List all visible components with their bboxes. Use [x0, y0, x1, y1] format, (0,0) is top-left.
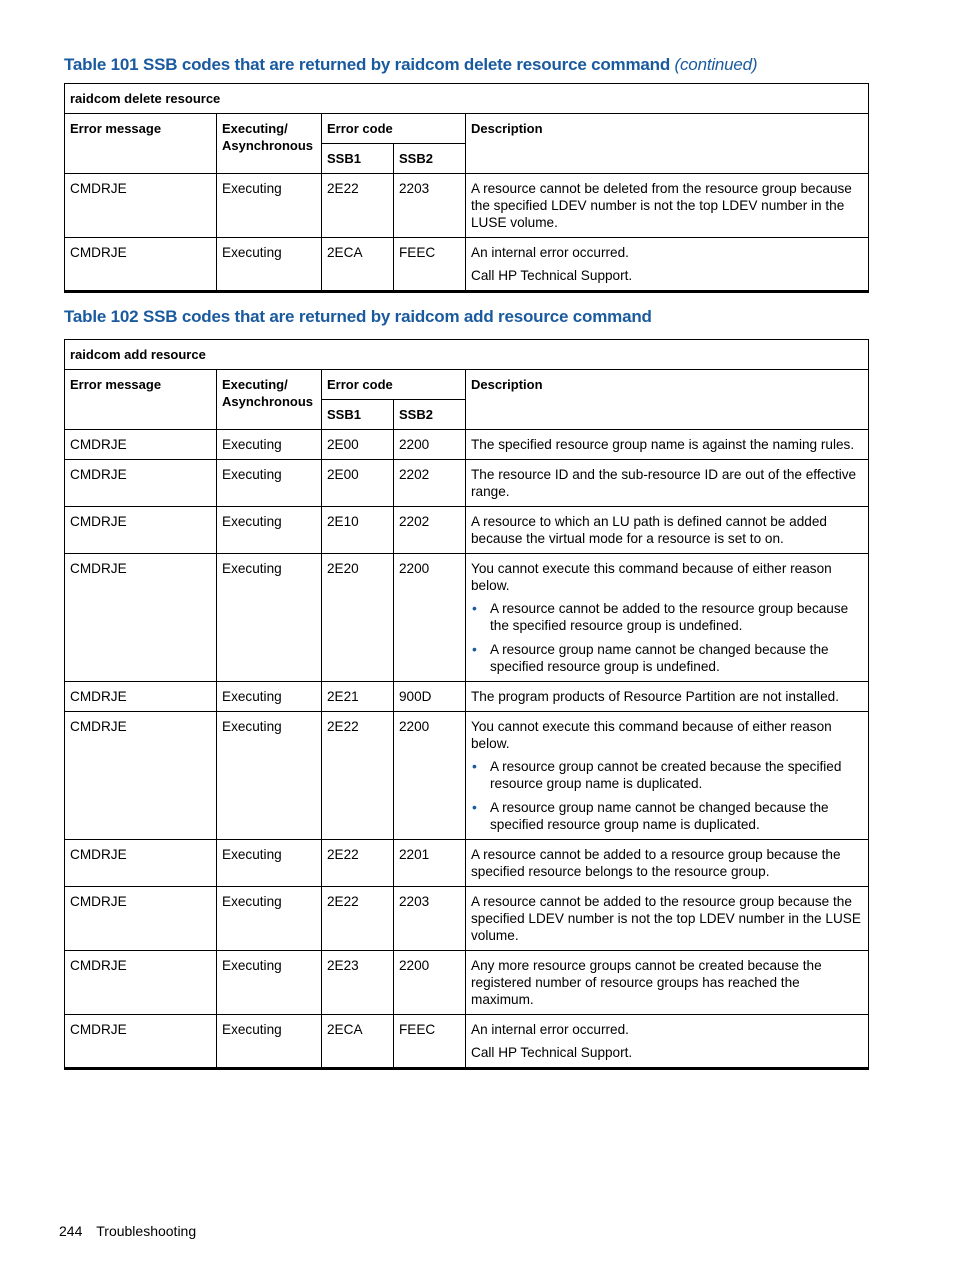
ssb1-cell: 2E00	[322, 430, 394, 460]
description-text: The specified resource group name is against the naming rules.	[471, 437, 855, 452]
description-cell	[466, 507, 869, 554]
table-row	[65, 840, 869, 887]
bullet-text: A resource group cannot be created because the specified resource group name is duplicated.	[490, 759, 842, 791]
ssb2-cell: 2200	[394, 554, 466, 682]
table-row	[65, 174, 869, 238]
ssb1-cell: 2E22	[322, 712, 394, 840]
col-header-error-code: Error code	[322, 370, 466, 400]
col-header-executing: Executing/ Asynchronous	[217, 370, 322, 430]
ssb1-cell: 2E22	[322, 174, 394, 238]
col-header-error-message: Error message	[65, 114, 217, 174]
error-message-cell: CMDRJE	[65, 554, 217, 682]
command-header: raidcom delete resource	[65, 84, 869, 114]
bullet-item	[472, 641, 863, 675]
executing-cell: Executing	[217, 887, 322, 951]
ssb1-cell: 2E22	[322, 840, 394, 887]
ssb2-cell: FEEC	[394, 1015, 466, 1069]
executing-cell: Executing	[217, 951, 322, 1015]
description-cell	[466, 951, 869, 1015]
ssb1-cell: 2ECA	[322, 1015, 394, 1069]
error-message-cell: CMDRJE	[65, 430, 217, 460]
bullet-icon: •	[472, 799, 477, 815]
description-text: An internal error occurred.	[471, 1022, 629, 1037]
section-name: Troubleshooting	[96, 1223, 197, 1239]
description-text: The resource ID and the sub-resource ID are out of the effective range.	[471, 467, 857, 499]
page-number: 244	[59, 1223, 83, 1239]
executing-cell: Executing	[217, 554, 322, 682]
ssb2-cell: 900D	[394, 682, 466, 712]
table-102	[64, 339, 869, 1070]
table-row	[65, 460, 869, 507]
table-row	[65, 238, 869, 292]
description-cell	[466, 1015, 869, 1069]
bullet-item	[472, 799, 863, 833]
executing-cell: Executing	[217, 712, 322, 840]
table-101-caption	[64, 55, 757, 75]
description-cell	[466, 682, 869, 712]
description-cell	[466, 174, 869, 238]
bullet-item	[472, 600, 863, 634]
ssb1-cell: 2E22	[322, 887, 394, 951]
executing-cell: Executing	[217, 682, 322, 712]
table-row	[65, 507, 869, 554]
ssb2-cell: 2201	[394, 840, 466, 887]
description-text: A resource cannot be added to the resource group because the specified LDEV number is not the top LDEV number in the LUSE volume.	[471, 894, 861, 943]
executing-cell: Executing	[217, 430, 322, 460]
description-text: A resource to which an LU path is defined cannot be added because the virtual mode for a resource is set to on.	[471, 514, 827, 546]
bullet-text: A resource group name cannot be changed because the specified resource group is undefined.	[490, 642, 829, 674]
executing-cell: Executing	[217, 507, 322, 554]
executing-cell: Executing	[217, 238, 322, 292]
bullet-list	[471, 758, 863, 833]
ssb1-cell: 2ECA	[322, 238, 394, 292]
error-message-cell: CMDRJE	[65, 174, 217, 238]
col-header-description: Description	[466, 370, 869, 430]
bullet-icon: •	[472, 758, 477, 774]
description-text: You cannot execute this command because of either reason below.	[471, 561, 832, 593]
table-row	[65, 1015, 869, 1069]
ssb1-cell: 2E10	[322, 507, 394, 554]
description-text: You cannot execute this command because of either reason below.	[471, 719, 832, 751]
ssb2-cell: 2202	[394, 460, 466, 507]
executing-cell: Executing	[217, 840, 322, 887]
description-cell	[466, 887, 869, 951]
col-header-executing: Executing/ Asynchronous	[217, 114, 322, 174]
col-header-ssb1: SSB1	[322, 144, 394, 174]
description-text-secondary: Call HP Technical Support.	[471, 1045, 633, 1060]
description-text: A resource cannot be deleted from the resource group because the specified LDEV number is not the top LDEV number in the LUSE volume.	[471, 181, 852, 230]
table-row	[65, 554, 869, 682]
executing-cell: Executing	[217, 1015, 322, 1069]
continued-label: (continued)	[674, 55, 758, 74]
table-102-title: Table 102 SSB codes that are returned by raidcom add resource command	[64, 307, 652, 326]
ssb2-cell: 2203	[394, 887, 466, 951]
ssb1-cell: 2E20	[322, 554, 394, 682]
error-message-cell: CMDRJE	[65, 840, 217, 887]
error-message-cell: CMDRJE	[65, 887, 217, 951]
ssb2-cell: 2200	[394, 430, 466, 460]
col-header-ssb1: SSB1	[322, 400, 394, 430]
description-text: The program products of Resource Partition are not installed.	[471, 689, 839, 704]
bullet-text: A resource cannot be added to the resource group because the specified resource group is undefined.	[490, 601, 849, 633]
description-cell	[466, 712, 869, 840]
description-cell	[466, 554, 869, 682]
col-header-error-code: Error code	[322, 114, 466, 144]
table-101	[64, 83, 869, 293]
table-row	[65, 430, 869, 460]
col-header-description: Description	[466, 114, 869, 174]
ssb2-cell: 2200	[394, 951, 466, 1015]
description-cell	[466, 460, 869, 507]
bullet-icon: •	[472, 600, 477, 616]
col-header-ssb2: SSB2	[394, 400, 466, 430]
ssb2-cell: FEEC	[394, 238, 466, 292]
error-message-cell: CMDRJE	[65, 507, 217, 554]
description-cell	[466, 238, 869, 292]
table-row	[65, 951, 869, 1015]
col-header-ssb2: SSB2	[394, 144, 466, 174]
command-header: raidcom add resource	[65, 340, 869, 370]
error-message-cell: CMDRJE	[65, 712, 217, 840]
ssb2-cell: 2203	[394, 174, 466, 238]
description-text: A resource cannot be added to a resource group because the specified resource belongs to the resource group.	[471, 847, 841, 879]
description-cell	[466, 840, 869, 887]
table-102-caption	[64, 307, 652, 327]
error-message-cell: CMDRJE	[65, 682, 217, 712]
description-text: An internal error occurred.	[471, 245, 629, 260]
ssb2-cell: 2200	[394, 712, 466, 840]
bullet-list	[471, 600, 863, 675]
description-cell	[466, 430, 869, 460]
page-footer	[59, 1223, 196, 1239]
table-row	[65, 712, 869, 840]
executing-cell: Executing	[217, 460, 322, 507]
bullet-text: A resource group name cannot be changed because the specified resource group name is duplicated.	[490, 800, 829, 832]
executing-cell: Executing	[217, 174, 322, 238]
ssb1-cell: 2E00	[322, 460, 394, 507]
bullet-item	[472, 758, 863, 792]
description-text: Any more resource groups cannot be created because the registered number of resource groups has reached the maximum.	[471, 958, 822, 1007]
ssb1-cell: 2E23	[322, 951, 394, 1015]
col-header-error-message: Error message	[65, 370, 217, 430]
description-text-secondary: Call HP Technical Support.	[471, 268, 633, 283]
error-message-cell: CMDRJE	[65, 238, 217, 292]
error-message-cell: CMDRJE	[65, 460, 217, 507]
ssb2-cell: 2202	[394, 507, 466, 554]
error-message-cell: CMDRJE	[65, 951, 217, 1015]
error-message-cell: CMDRJE	[65, 1015, 217, 1069]
bullet-icon: •	[472, 641, 477, 657]
table-row	[65, 682, 869, 712]
table-101-title: Table 101 SSB codes that are returned by raidcom delete resource command	[64, 55, 671, 74]
table-row	[65, 887, 869, 951]
ssb1-cell: 2E21	[322, 682, 394, 712]
